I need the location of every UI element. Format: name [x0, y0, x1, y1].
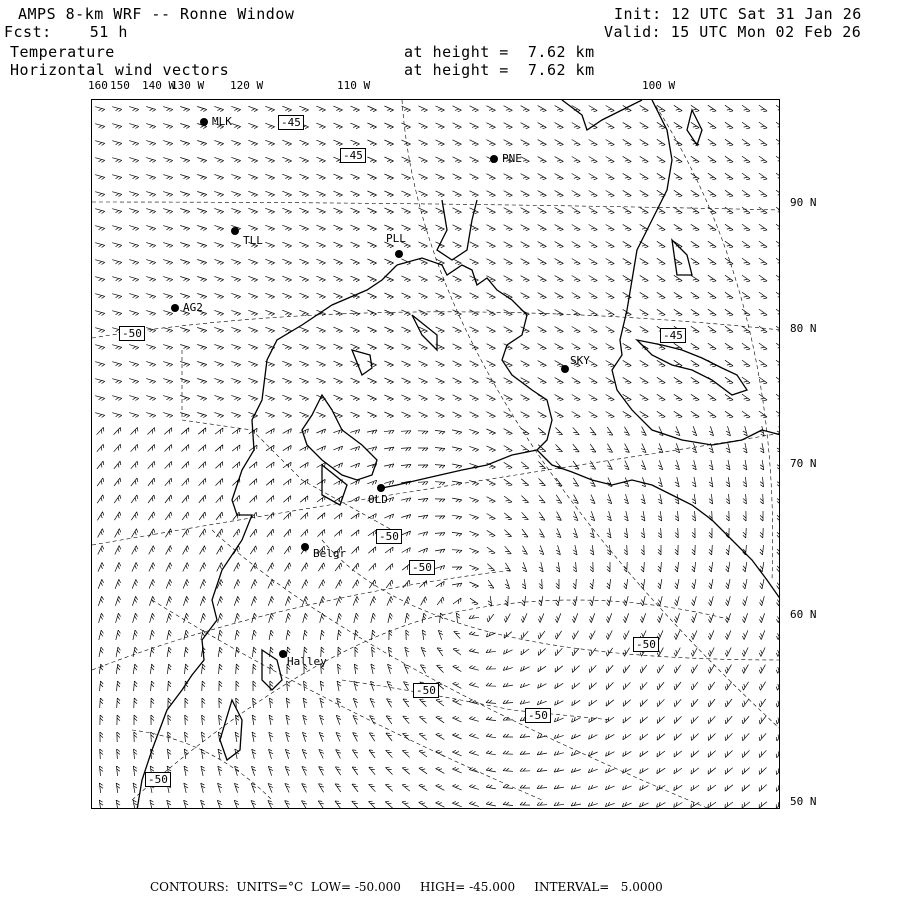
station-dot-belgr [301, 543, 309, 551]
valid-time: Valid: 15 UTC Mon 02 Feb 26 [604, 23, 862, 41]
station-dot-pne [490, 155, 498, 163]
contour-label: -45 [278, 115, 304, 130]
field-name-wind: Horizontal wind vectors [10, 61, 230, 79]
station-label-pll: PLL [386, 232, 406, 245]
lat-label-60: 60 N [790, 608, 817, 621]
contour-label: -45 [340, 148, 366, 163]
contour-label: -50 [633, 637, 659, 652]
lon-label-120: 120 W [230, 79, 264, 92]
station-label-mlk: MLK [212, 115, 232, 128]
lon-label-130: 130 W [171, 79, 205, 92]
stations [171, 118, 569, 658]
peninsula-tip-coast [562, 100, 642, 130]
contour-label: -50 [376, 529, 402, 544]
height-label-2: at height = 7.62 km [404, 61, 595, 79]
station-dot-old [377, 484, 385, 492]
station-label-sky: SKY [570, 354, 590, 367]
lon-label-100: 100 W [642, 79, 676, 92]
map-title: AMPS 8-km WRF -- Ronne Window [18, 5, 295, 23]
lat-label-80: 80 N [790, 322, 817, 335]
ice-rise-3 [322, 465, 347, 505]
lat-label-70: 70 N [790, 457, 817, 470]
wind-vector-field [95, 105, 780, 809]
contour-label: -45 [660, 328, 686, 343]
contour-label: -50 [525, 708, 551, 723]
coast-island-halley [262, 650, 282, 690]
lon-label-110: 110 W [337, 79, 371, 92]
map-canvas [92, 100, 780, 809]
station-dot-mlk [200, 118, 208, 126]
contour-path-dashed-2 [322, 540, 780, 660]
coastline [137, 100, 780, 809]
peninsula-island-1 [672, 240, 692, 275]
berkner-island [302, 395, 377, 480]
station-label-pne: PNE [502, 152, 522, 165]
alexander-island [637, 340, 747, 395]
peninsula-west-coast [612, 100, 780, 445]
field-name-temperature: Temperature [10, 43, 115, 61]
coast-island-south [220, 700, 242, 760]
station-dot-pll [395, 250, 403, 258]
contour-info-footer: CONTOURS: UNITS=°C LOW= -50.000 HIGH= -45.000 INTERVAL= 5.0000 [150, 880, 663, 894]
contour-label: -50 [413, 683, 439, 698]
station-dot-sky [561, 365, 569, 373]
station-dot-halley [279, 650, 287, 658]
station-label-old: OLD [368, 493, 388, 506]
station-label-tll: TLL [243, 234, 263, 247]
peninsula-island-2 [687, 110, 702, 145]
contour-label: -50 [145, 772, 171, 787]
height-label-1: at height = 7.62 km [404, 43, 595, 61]
ice-rise-2 [352, 350, 372, 375]
forecast-hour: Fcst: 51 h [4, 23, 128, 41]
lon-label-150: 150 [110, 79, 130, 92]
lon-label-160: 160 [88, 79, 108, 92]
parallel-90n [92, 202, 780, 210]
wind-barbs [95, 105, 780, 809]
contour-path-dashed-3 [342, 680, 612, 720]
station-label-halley: Halley [287, 655, 327, 668]
station-dot-ag2 [171, 304, 179, 312]
lat-label-90: 90 N [790, 196, 817, 209]
lat-label-50: 50 N [790, 795, 817, 808]
init-time: Init: 12 UTC Sat 31 Jan 26 [614, 5, 862, 23]
contour-path-dashed-4 [132, 730, 272, 800]
station-label-belgr: Belgr [313, 547, 347, 560]
meridian-c [132, 600, 732, 800]
contour-label: -50 [409, 560, 435, 575]
contour-path-dashed-1 [182, 350, 392, 530]
station-dot-tll [231, 227, 239, 235]
contour-label: -50 [119, 326, 145, 341]
lon-label-140: 140 W [142, 79, 176, 92]
station-label-ag2: AG2 [183, 301, 203, 314]
map-panel [91, 99, 780, 809]
